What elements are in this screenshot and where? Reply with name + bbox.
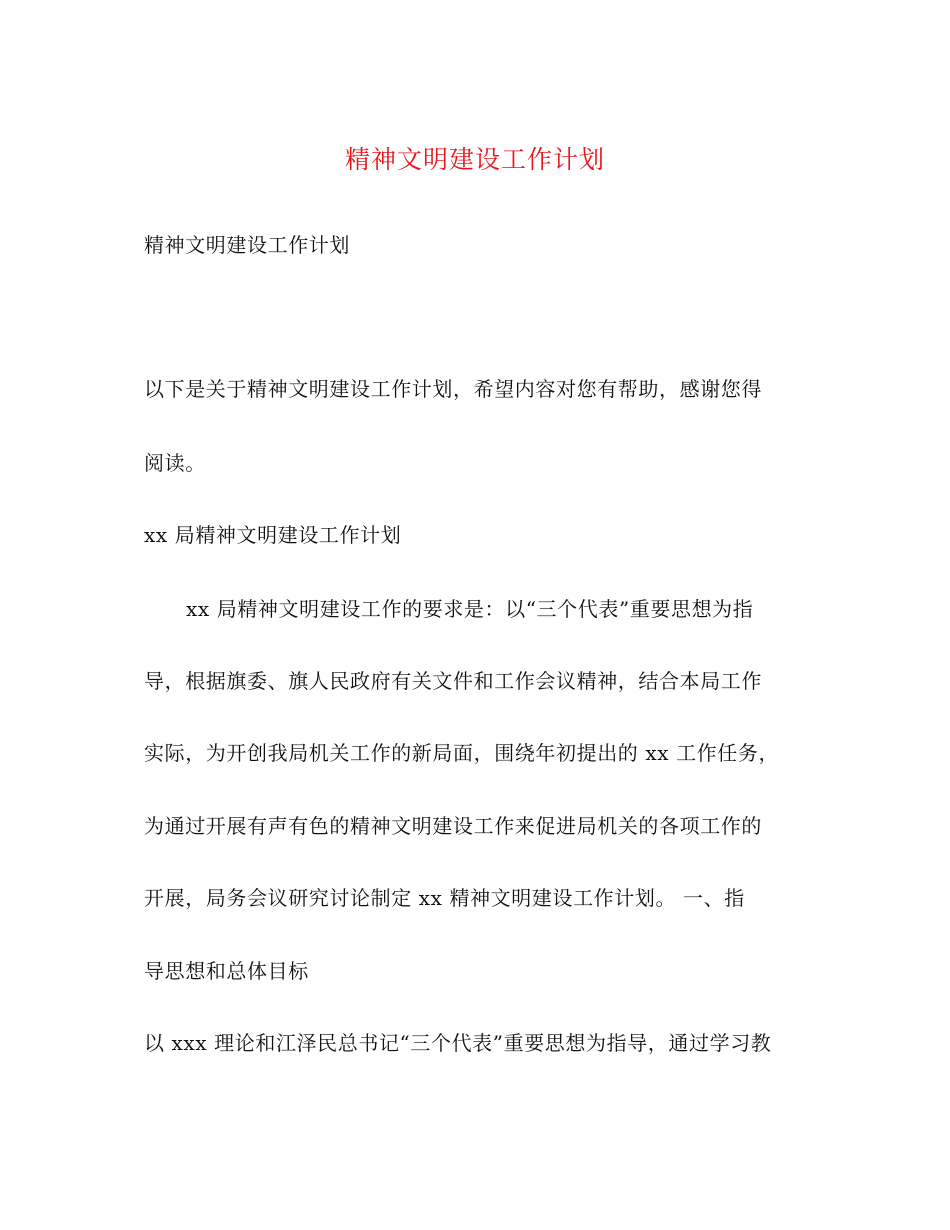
paragraph-line: 实际，为开创我局机关工作的新局面，围绕年初提出的 xx 工作任务，	[144, 741, 780, 765]
section-heading: xx 局精神文明建设工作计划	[144, 523, 402, 547]
subtitle-line: 精神文明建设工作计划	[144, 233, 350, 257]
paragraph-line: 为通过开展有声有色的精神文明建设工作来促进局机关的各项工作的	[144, 814, 762, 838]
document-title: 精神文明建设工作计划	[344, 145, 605, 174]
paragraph-line: 导思想和总体目标	[144, 959, 309, 983]
paragraph-line: 以 xxx 理论和江泽民总书记“三个代表”重要思想为指导，通过学习教	[144, 1031, 772, 1055]
paragraph-line: 导，根据旗委、旗人民政府有关文件和工作会议精神，结合本局工作	[144, 669, 762, 693]
paragraph-line: 以下是关于精神文明建设工作计划，希望内容对您有帮助，感谢您得	[144, 377, 762, 401]
paragraph-line: 开展，局务会议研究讨论制定 xx 精神文明建设工作计划。 一、指	[144, 886, 745, 910]
paragraph-line: 阅读。	[144, 451, 206, 475]
paragraph-line: xx 局精神文明建设工作的要求是：以“三个代表”重要思想为指	[186, 597, 754, 621]
